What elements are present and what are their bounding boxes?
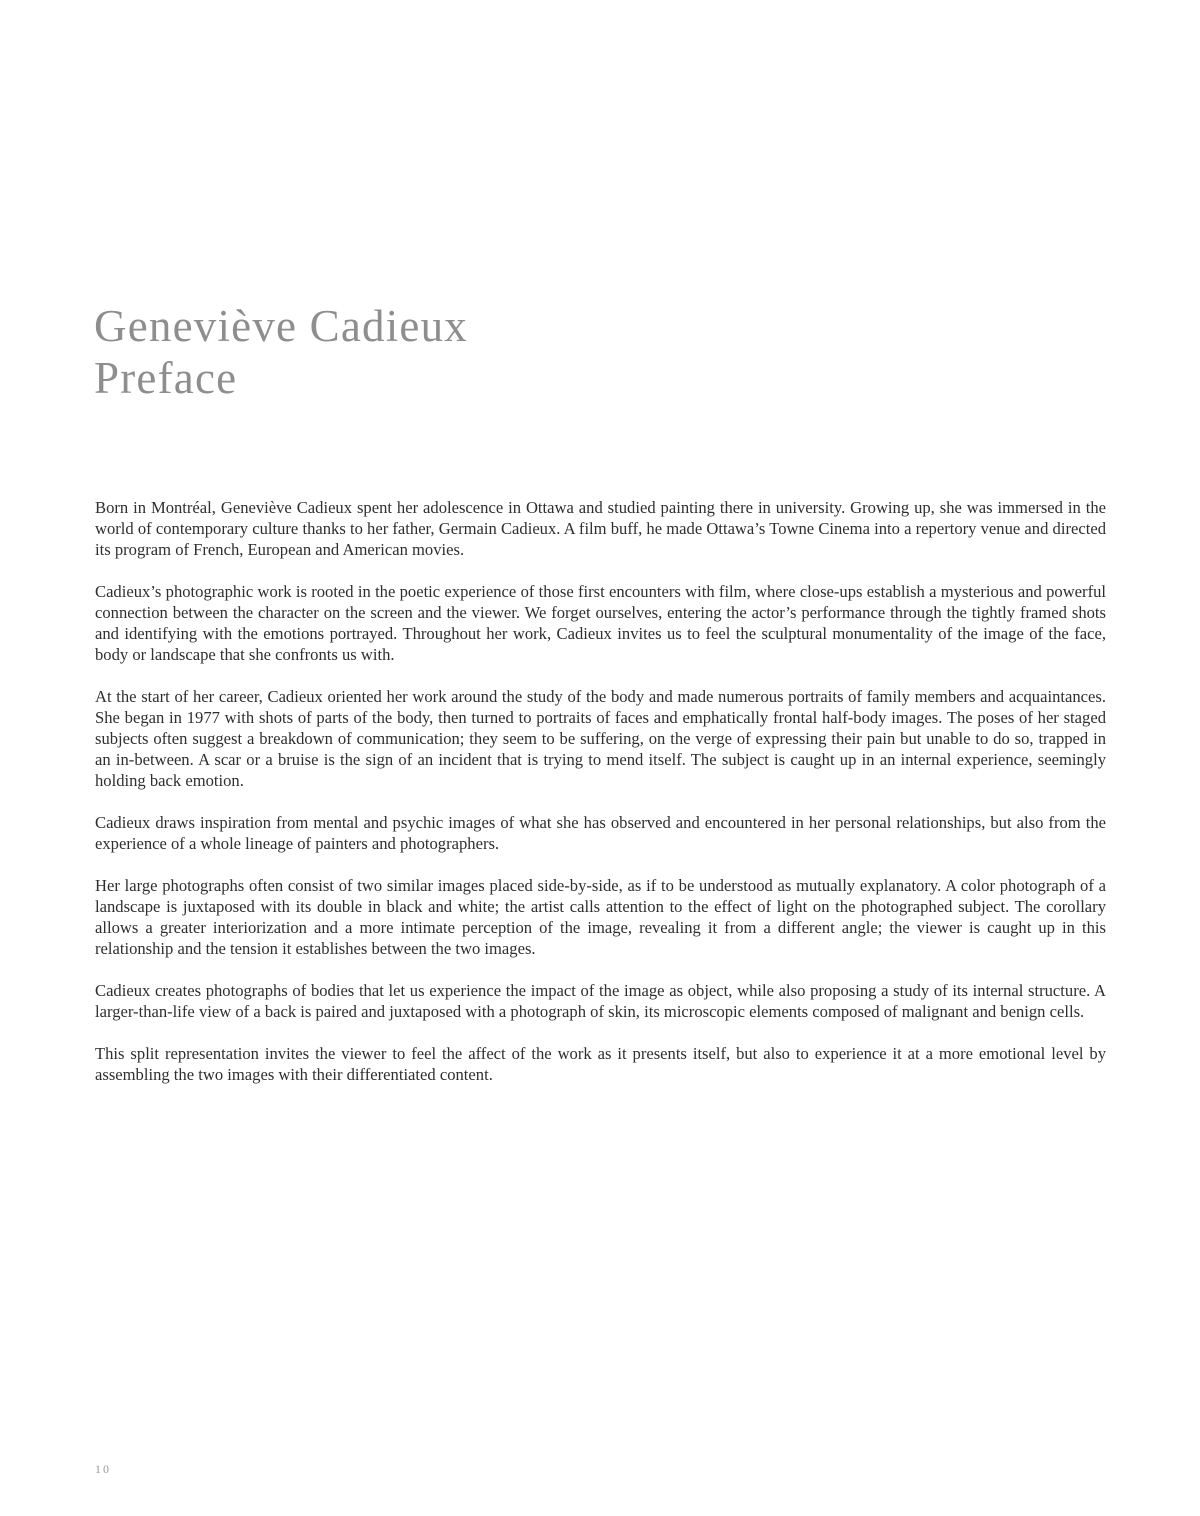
page-number: 10 — [95, 1462, 111, 1476]
page-title — [94, 300, 468, 404]
paragraph-1: Born in Montréal, Geneviève Cadieux spent her adolescence in Ottawa and studied painting there in university. Growing up, she was immersed in the world of contemporary culture thanks to her father, Germain Cadieux. A film buff, he made Ottawa’s Towne Cinema into a repertory venue and directed its program of French, European and American movies. — [95, 498, 1106, 559]
paragraph-6: Cadieux creates photographs of bodies that let us experience the impact of the image as object, while also proposing a study of its internal structure. A larger-than-life view of a back is paired and juxtaposed with a photograph of skin, its microscopic elements composed of malignant and benign cells. — [95, 981, 1106, 1021]
title-name: Geneviève Cadieux — [94, 301, 469, 351]
paragraph-2: Cadieux’s photographic work is rooted in the poetic experience of those first encounters with film, where close-ups establish a mysterious and powerful connection between the character on the screen and the viewer. We forget ourselves, entering the actor’s performance through the tightly framed shots and identifying with the emotions portrayed. Throughout her work, Cadieux invites us to feel the sculptural monumentality of the image of the face, body or landscape that she confronts us with. — [95, 582, 1106, 664]
title-subtitle: Preface — [94, 353, 238, 403]
body-text — [95, 497, 1106, 1106]
paragraph-4: Cadieux draws inspiration from mental and psychic images of what she has observed and encountered in her personal relationships, but also from the experience of a whole lineage of painters and photographers. — [95, 813, 1106, 853]
paragraph-5: Her large photographs often consist of two similar images placed side-by-side, as if to be understood as mutually explanatory. A color photograph of a landscape is juxtaposed with its double in black and white; the artist calls attention to the effect of light on the photographed subject. The corollary allows a greater interiorization and a more intimate perception of the image, revealing it from a different angle; the viewer is caught up in this relationship and the tension it establishes between the two images. — [95, 876, 1106, 958]
paragraph-7: This split representation invites the viewer to feel the affect of the work as it presents itself, but also to experience it at a more emotional level by assembling the two images with their differentiated content. — [95, 1044, 1106, 1084]
paragraph-3: At the start of her career, Cadieux oriented her work around the study of the body and made numerous portraits of family members and acquaintances. She began in 1977 with shots of parts of the body, then turned to portraits of faces and emphatically frontal half-body images. The poses of her staged subjects often suggest a breakdown of communication; they seem to be suffering, on the verge of expressing their pain but unable to do so, trapped in an in-between. A scar or a bruise is the sign of an incident that is trying to mend itself. The subject is caught up in an internal experience, seemingly holding back emotion. — [95, 687, 1106, 790]
